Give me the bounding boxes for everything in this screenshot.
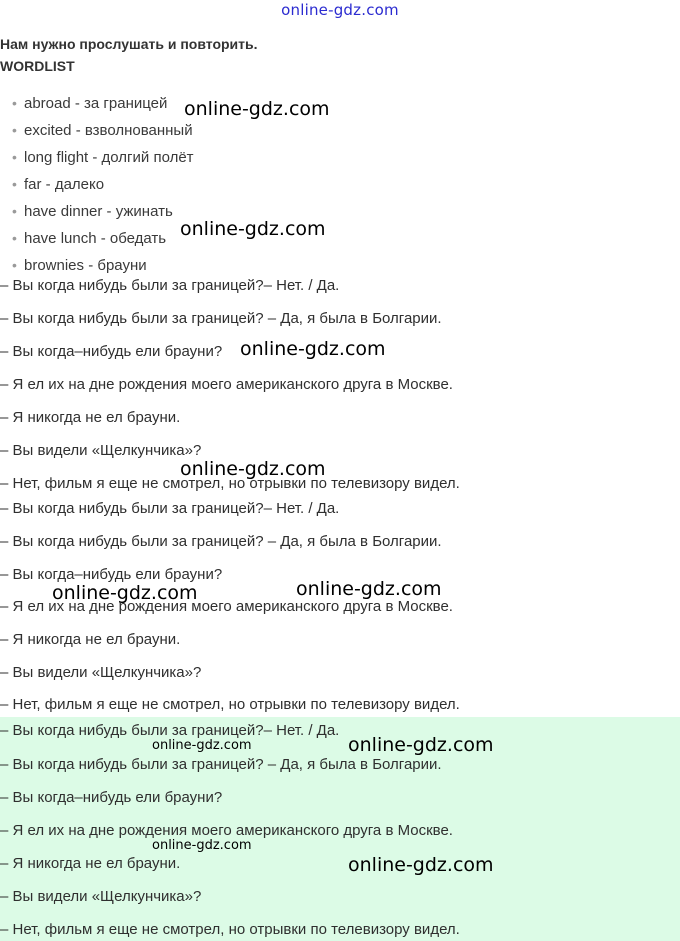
wordlist-item: • excited - взволнованный: [12, 122, 193, 139]
dialog-line: – Вы когда нибудь были за границей?– Нет. / Да.: [0, 722, 340, 739]
dialog-block-3-highlighted: [0, 717, 680, 941]
intro-text: Нам нужно прослушать и повторить.: [0, 36, 258, 52]
dialog-block-1: [0, 274, 680, 496]
watermark: online-gdz.com: [152, 738, 252, 753]
dialog-line: – Нет, фильм я еще не смотрел, но отрывки по телевизору видел.: [0, 921, 460, 938]
dialog-line: – Нет, фильм я еще не смотрел, но отрывки по телевизору видел.: [0, 475, 460, 492]
dialog-line: – Вы когда–нибудь ели брауни?: [0, 566, 223, 583]
wordlist-item: • abroad - за границей: [12, 95, 168, 112]
watermark: online-gdz.com: [180, 458, 326, 480]
site-header-link[interactable]: online-gdz.com: [281, 1, 399, 19]
watermark: online-gdz.com: [240, 338, 386, 360]
watermark: online-gdz.com: [180, 218, 326, 240]
watermark: online-gdz.com: [152, 838, 252, 853]
dialog-line: – Нет, фильм я еще не смотрел, но отрывки по телевизору видел.: [0, 696, 460, 713]
watermark: online-gdz.com: [296, 578, 442, 600]
dialog-line: – Вы когда–нибудь ели брауни?: [0, 343, 223, 360]
watermark: online-gdz.com: [348, 734, 494, 756]
wordlist-item: • have lunch - обедать: [12, 230, 167, 247]
dialog-line: – Я никогда не ел брауни.: [0, 855, 181, 872]
dialog-line: – Вы видели «Щелкунчика»?: [0, 888, 202, 905]
wordlist: [12, 93, 194, 282]
dialog-line: – Вы когда нибудь были за границей? – Да, я была в Болгарии.: [0, 310, 442, 327]
dialog-line: – Я ел их на дне рождения моего американского друга в Москве.: [0, 598, 453, 615]
wordlist-item: • far - далеко: [12, 176, 105, 193]
dialog-line: – Я ел их на дне рождения моего американского друга в Москве.: [0, 376, 453, 393]
dialog-line: – Я никогда не ел брауни.: [0, 631, 181, 648]
dialog-line: – Я ел их на дне рождения моего американского друга в Москве.: [0, 822, 453, 839]
dialog-line: – Вы когда нибудь были за границей? – Да, я была в Болгарии.: [0, 533, 442, 550]
bullet-icon: •: [12, 257, 17, 273]
bullet-icon: •: [12, 122, 17, 138]
dialog-block-2: [0, 497, 680, 717]
dialog-line: – Вы когда нибудь были за границей?– Нет. / Да.: [0, 277, 340, 294]
wordlist-item: • long flight - долгий полёт: [12, 149, 194, 166]
dialog-line: – Вы видели «Щелкунчика»?: [0, 664, 202, 681]
bullet-icon: •: [12, 230, 17, 246]
dialog-line: – Вы когда нибудь были за границей?– Нет. / Да.: [0, 500, 340, 517]
dialog-line: – Вы когда нибудь были за границей? – Да, я была в Болгарии.: [0, 756, 442, 773]
dialog-line: – Я никогда не ел брауни.: [0, 409, 181, 426]
wordlist-item: • brownies - брауни: [12, 257, 147, 274]
watermark: online-gdz.com: [184, 98, 330, 120]
dialog-line: – Вы когда–нибудь ели брауни?: [0, 789, 223, 806]
dialog-line: – Вы видели «Щелкунчика»?: [0, 442, 202, 459]
watermark: online-gdz.com: [52, 582, 198, 604]
bullet-icon: •: [12, 95, 17, 111]
bullet-icon: •: [12, 176, 17, 192]
watermark: online-gdz.com: [348, 854, 494, 876]
wordlist-title: WORDLIST: [0, 58, 75, 74]
wordlist-item: • have dinner - ужинать: [12, 203, 173, 220]
bullet-icon: •: [12, 203, 17, 219]
bullet-icon: •: [12, 149, 17, 165]
